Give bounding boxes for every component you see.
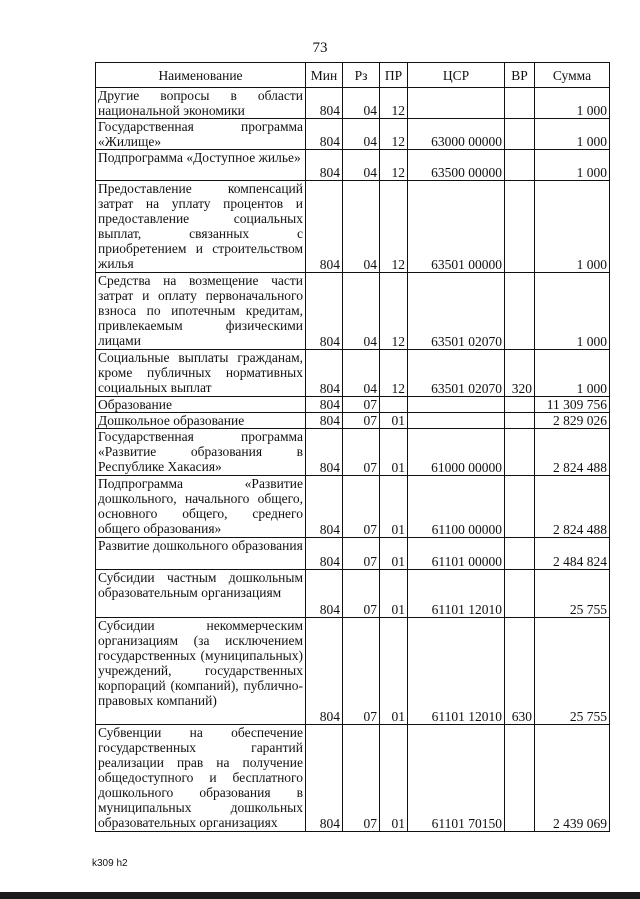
row-vr [505, 397, 535, 413]
row-min: 804 [306, 570, 343, 618]
row-pr: 01 [380, 476, 408, 538]
row-name: Развитие дошкольного образования [96, 538, 306, 570]
row-min: 804 [306, 119, 343, 150]
row-vr [505, 88, 535, 119]
row-rz: 04 [343, 350, 380, 397]
row-pr [380, 397, 408, 413]
row-min: 804 [306, 618, 343, 725]
table-row [96, 273, 610, 350]
row-pr: 12 [380, 273, 408, 350]
row-csr: 63501 02070 [408, 350, 505, 397]
row-csr: 61101 12010 [408, 570, 505, 618]
row-pr: 12 [380, 350, 408, 397]
row-min: 804 [306, 150, 343, 181]
row-vr [505, 476, 535, 538]
row-sum: 1 000 [535, 119, 610, 150]
row-csr: 63501 02070 [408, 273, 505, 350]
row-vr [505, 725, 535, 832]
row-csr: 61101 12010 [408, 618, 505, 725]
row-pr: 01 [380, 413, 408, 429]
row-min: 804 [306, 88, 343, 119]
row-vr [505, 429, 535, 476]
row-sum: 11 309 756 [535, 397, 610, 413]
row-min: 804 [306, 538, 343, 570]
row-sum: 2 829 026 [535, 413, 610, 429]
table-row [96, 181, 610, 273]
row-pr: 12 [380, 150, 408, 181]
page-number: 73 [312, 40, 328, 56]
row-rz: 04 [343, 88, 380, 119]
table-row [96, 476, 610, 538]
row-sum: 1 000 [535, 273, 610, 350]
header-rz: Рз [343, 63, 380, 88]
row-csr: 61101 70150 [408, 725, 505, 832]
row-sum: 25 755 [535, 570, 610, 618]
table-row [96, 88, 610, 119]
header-csr: ЦСР [408, 63, 505, 88]
footer-code: k309 h2 [92, 858, 128, 869]
header-pr: ПР [380, 63, 408, 88]
table-row [96, 397, 610, 413]
row-csr: 63000 00000 [408, 119, 505, 150]
header-name: Наименование [96, 63, 306, 88]
row-name: Государственная программа «Развитие образования в Республике Хакасия» [96, 429, 306, 476]
row-rz: 07 [343, 429, 380, 476]
row-vr [505, 413, 535, 429]
row-name: Другие вопросы в области национальной экономики [96, 88, 306, 119]
row-rz: 04 [343, 150, 380, 181]
table-row [96, 150, 610, 181]
row-pr: 01 [380, 538, 408, 570]
table-row [96, 725, 610, 832]
row-vr [505, 181, 535, 273]
row-csr [408, 413, 505, 429]
row-csr: 61100 00000 [408, 476, 505, 538]
row-min: 804 [306, 725, 343, 832]
row-rz: 07 [343, 413, 380, 429]
row-vr [505, 150, 535, 181]
row-min: 804 [306, 397, 343, 413]
header-sum: Сумма [535, 63, 610, 88]
row-csr: 63500 00000 [408, 150, 505, 181]
row-rz: 04 [343, 119, 380, 150]
row-rz: 07 [343, 570, 380, 618]
row-vr [505, 119, 535, 150]
row-sum: 1 000 [535, 88, 610, 119]
row-min: 804 [306, 476, 343, 538]
table-row [96, 570, 610, 618]
row-pr: 12 [380, 88, 408, 119]
table-header-row [96, 63, 610, 88]
row-rz: 07 [343, 476, 380, 538]
row-csr [408, 397, 505, 413]
table-row [96, 413, 610, 429]
row-name: Подпрограмма «Развитие дошкольного, начального общего, основного общего, среднего общего образования» [96, 476, 306, 538]
header-vr: ВР [505, 63, 535, 88]
row-csr: 61101 00000 [408, 538, 505, 570]
budget-table [95, 62, 610, 832]
row-rz: 07 [343, 725, 380, 832]
row-name: Подпрограмма «Доступное жилье» [96, 150, 306, 181]
row-vr [505, 538, 535, 570]
row-rz: 04 [343, 273, 380, 350]
row-vr: 320 [505, 350, 535, 397]
row-min: 804 [306, 429, 343, 476]
row-min: 804 [306, 273, 343, 350]
row-csr [408, 88, 505, 119]
row-name: Дошкольное образование [96, 413, 306, 429]
row-rz: 07 [343, 397, 380, 413]
row-min: 804 [306, 413, 343, 429]
row-pr: 01 [380, 618, 408, 725]
row-sum: 2 484 824 [535, 538, 610, 570]
row-name: Средства на возмещение части затрат и оплату первоначального взноса по ипотечным кредитам, привлекаемым физическими лицами [96, 273, 306, 350]
row-sum: 2 824 488 [535, 476, 610, 538]
row-name: Государственная программа «Жилище» [96, 119, 306, 150]
row-vr [505, 570, 535, 618]
row-rz: 07 [343, 618, 380, 725]
row-name: Предоставление компенсаций затрат на уплату процентов и предоставление социальных выплат, связанных с приобретением и строительством жилья [96, 181, 306, 273]
row-vr: 630 [505, 618, 535, 725]
row-csr: 63501 00000 [408, 181, 505, 273]
header-min: Мин [306, 63, 343, 88]
row-min: 804 [306, 350, 343, 397]
row-rz: 07 [343, 538, 380, 570]
row-pr: 01 [380, 570, 408, 618]
row-sum: 2 824 488 [535, 429, 610, 476]
row-sum: 1 000 [535, 150, 610, 181]
table-row [96, 350, 610, 397]
table-row [96, 618, 610, 725]
table-row [96, 119, 610, 150]
row-name: Образование [96, 397, 306, 413]
table-row [96, 538, 610, 570]
row-min: 804 [306, 181, 343, 273]
row-pr: 12 [380, 119, 408, 150]
row-name: Субсидии частным дошкольным образовательным организациям [96, 570, 306, 618]
row-name: Субвенции на обеспечение государственных гарантий реализации прав на получение общедоступного и бесплатного дошкольного образования в муниципальных дошкольных образовательных организациях [96, 725, 306, 832]
row-csr: 61000 00000 [408, 429, 505, 476]
row-sum: 1 000 [535, 350, 610, 397]
row-pr: 01 [380, 429, 408, 476]
row-sum: 1 000 [535, 181, 610, 273]
row-name: Субсидии некоммерческим организациям (за исключением государственных (муниципальных) учреждений, государственных корпораций (компаний), публично-правовых компаний) [96, 618, 306, 725]
row-pr: 12 [380, 181, 408, 273]
table-row [96, 429, 610, 476]
row-pr: 01 [380, 725, 408, 832]
row-sum: 2 439 069 [535, 725, 610, 832]
row-vr [505, 273, 535, 350]
row-rz: 04 [343, 181, 380, 273]
scan-edge [0, 892, 640, 899]
row-name: Социальные выплаты гражданам, кроме публичных нормативных социальных выплат [96, 350, 306, 397]
row-sum: 25 755 [535, 618, 610, 725]
